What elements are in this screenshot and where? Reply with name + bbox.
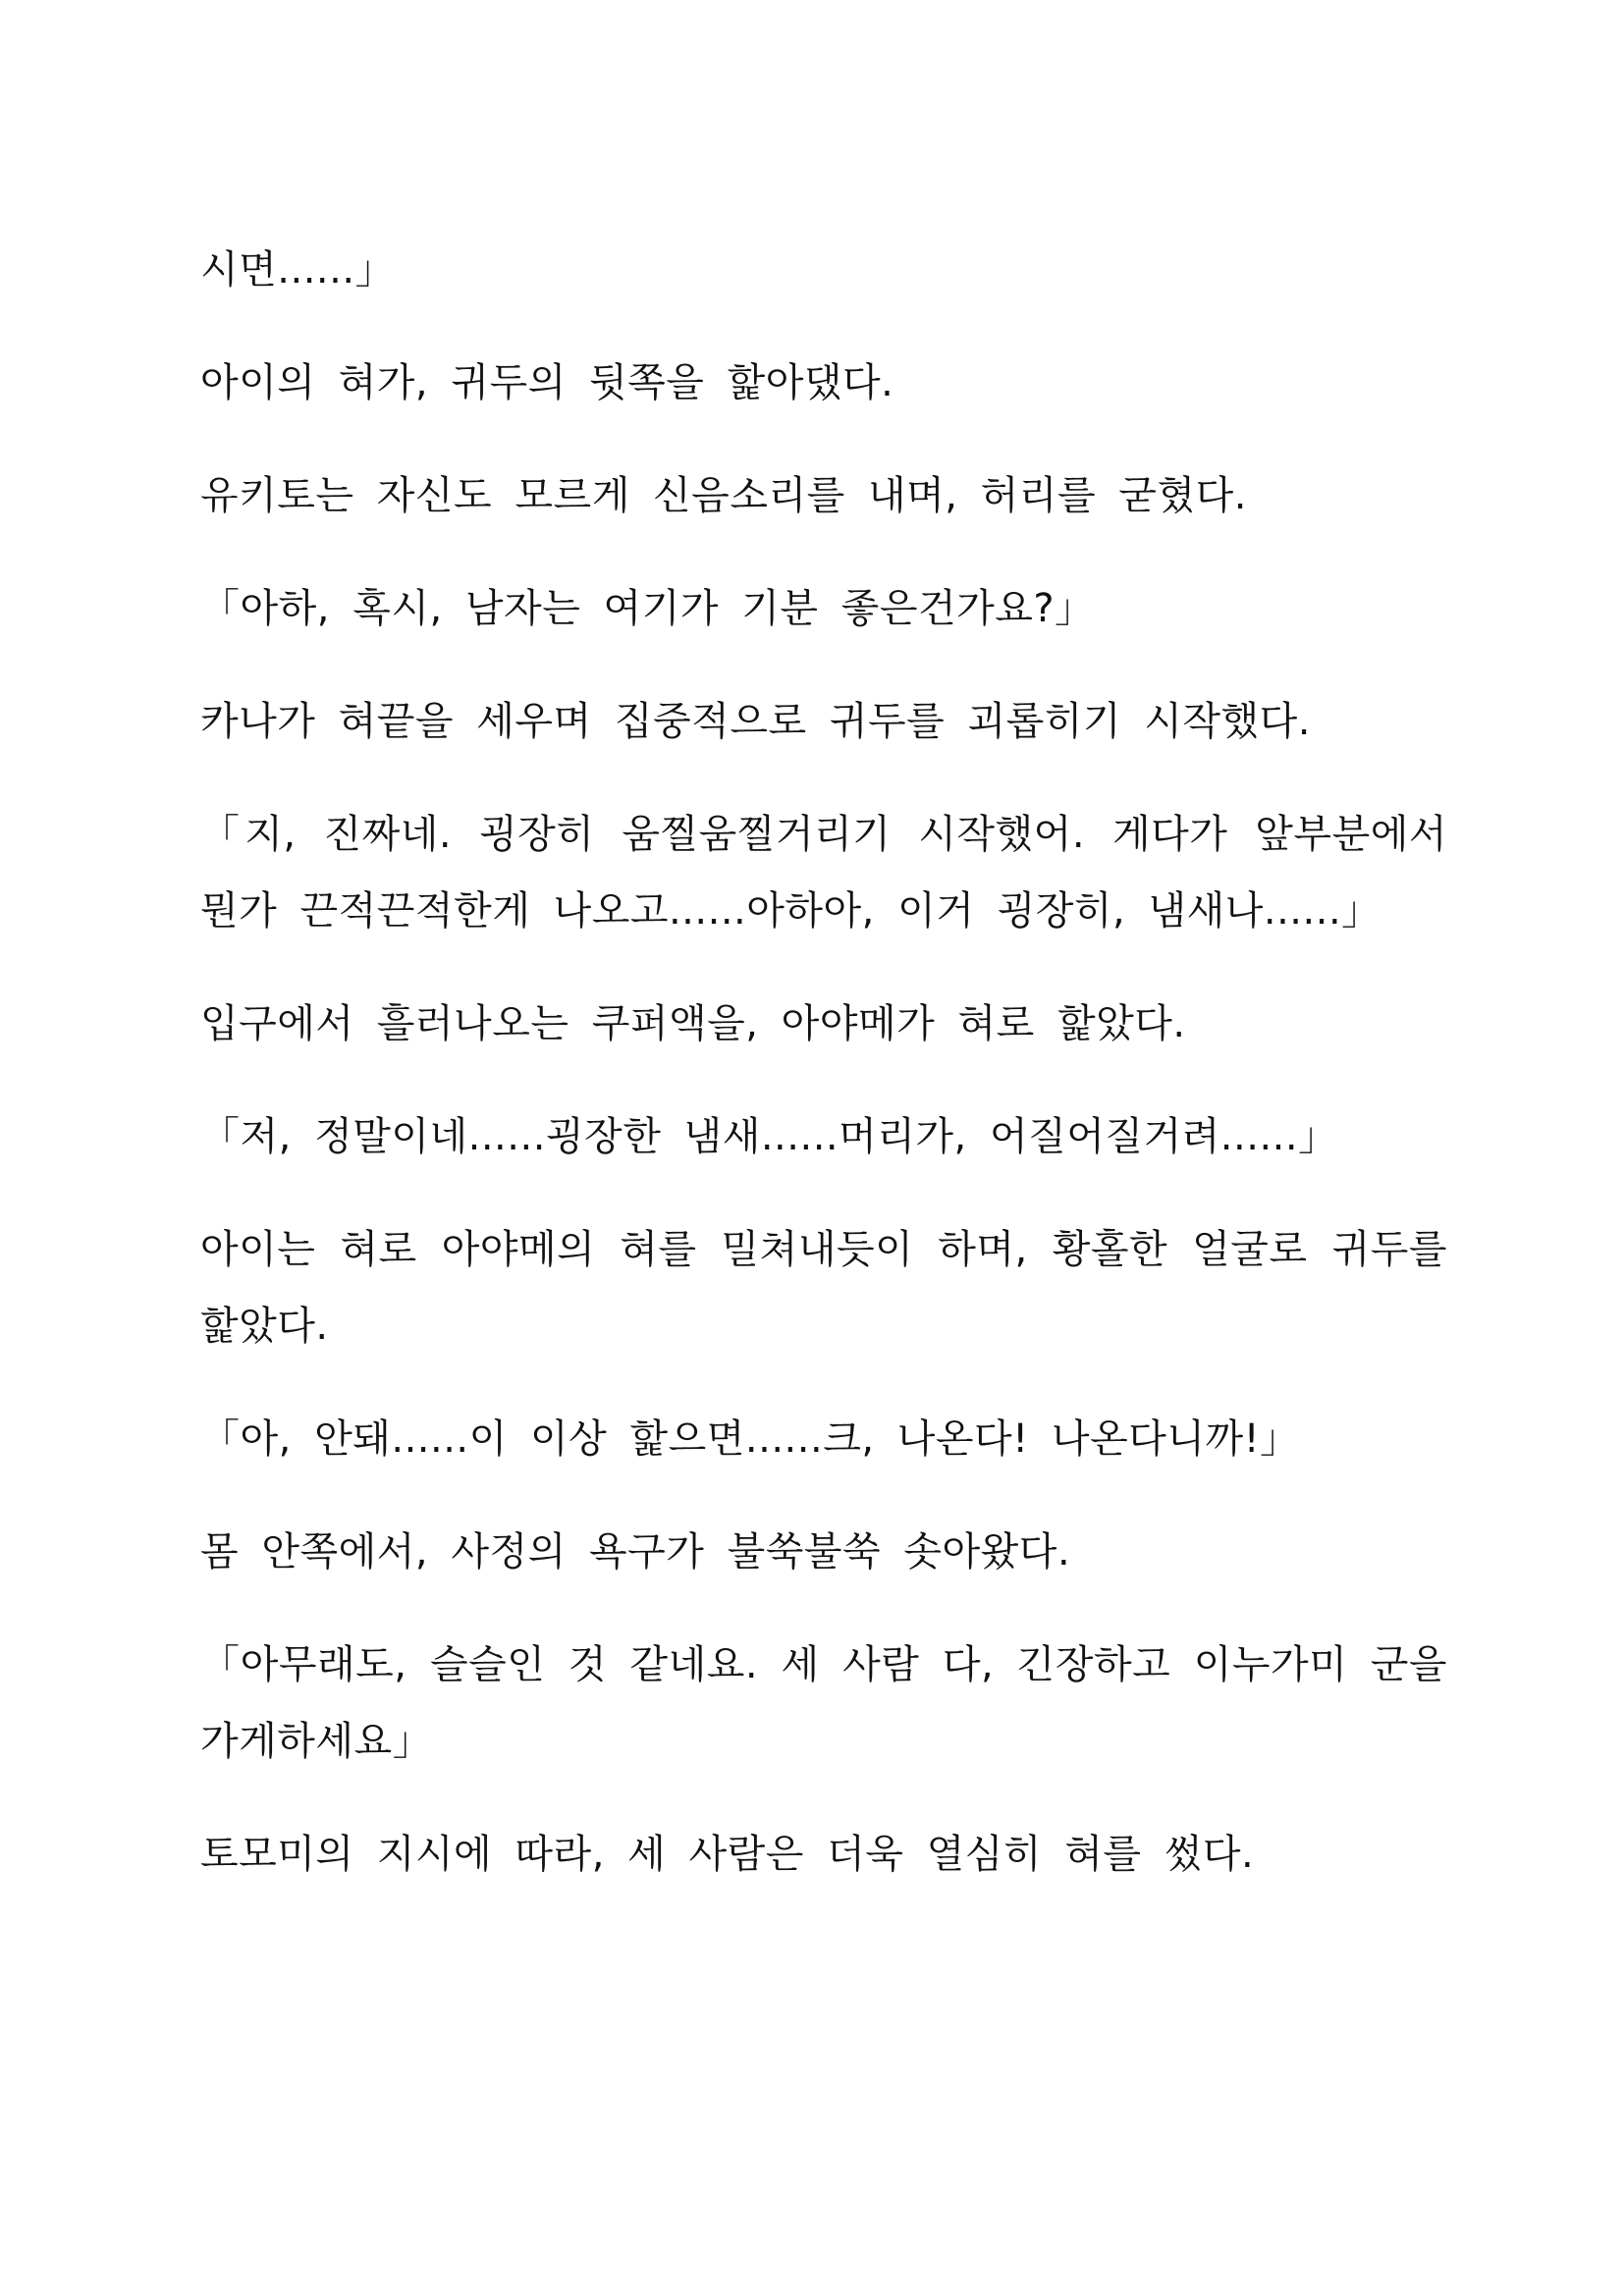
paragraph: 토모미의 지시에 따라, 세 사람은 더욱 열심히 혀를 썼다. xyxy=(200,1832,1255,1877)
paragraph: 「아무래도, 슬슬인 것 같네요. 세 사람 다, 긴장하고 이누가미 군을 가게하세요」 xyxy=(200,1642,1471,1764)
paragraph: 「저, 정말이네......굉장한 냄새......머리가, 어질어질거려......」 xyxy=(200,1114,1338,1159)
paragraph: 몸 안쪽에서, 사정의 욕구가 불쑥불쑥 솟아왔다. xyxy=(200,1529,1071,1575)
paragraph: 「아, 안돼......이 이상 핥으면......크, 나온다! 나온다니까!」 xyxy=(200,1416,1300,1462)
paragraph: 「아하, 혹시, 남자는 여기가 기분 좋은건가요?」 xyxy=(200,586,1095,631)
paragraph: 유키토는 자신도 모르게 신음소리를 내며, 허리를 굳혔다. xyxy=(200,473,1247,518)
paragraph: 카나가 혀끝을 세우며 집중적으로 귀두를 괴롭히기 시작했다. xyxy=(200,699,1312,744)
paragraph: 「지, 진짜네. 굉장히 움찔움찔거리기 시작했어. 게다가 앞부분에서 뭔가 끈적끈적한게 나오고......아하아, 이거 굉장히, 냄새나......」 xyxy=(200,812,1471,934)
paragraph: 아이는 혀로 아야메의 혀를 밀쳐내듯이 하며, 황홀한 얼굴로 귀두를 핥았다. xyxy=(200,1227,1471,1349)
paragraph: 아이의 혀가, 귀두의 뒷쪽을 핥아댔다. xyxy=(200,360,894,405)
body-text xyxy=(200,232,1471,1929)
paragraph: 입구에서 흘러나오는 쿠퍼액을, 아야메가 혀로 핥았다. xyxy=(200,1001,1186,1046)
paragraph: 시면......」 xyxy=(200,247,396,293)
